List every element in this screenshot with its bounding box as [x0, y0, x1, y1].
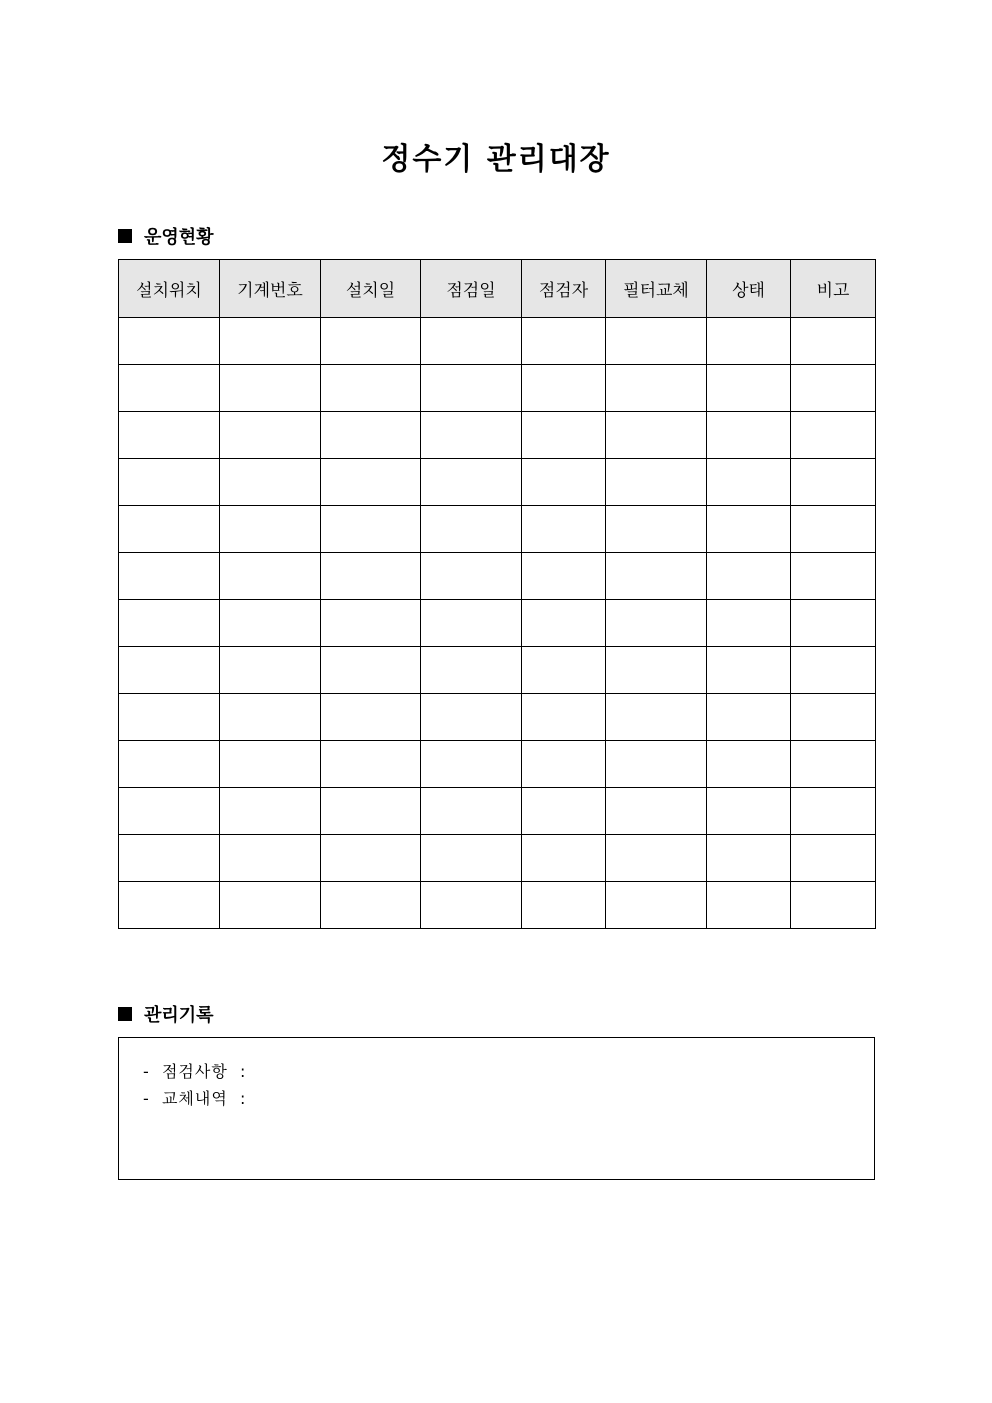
- table-cell[interactable]: [606, 600, 707, 647]
- table-cell[interactable]: [522, 506, 606, 553]
- table-cell[interactable]: [606, 365, 707, 412]
- table-cell[interactable]: [606, 835, 707, 882]
- table-cell[interactable]: [321, 318, 421, 365]
- table-cell[interactable]: [119, 882, 220, 929]
- table-cell[interactable]: [119, 553, 220, 600]
- table-cell[interactable]: [321, 365, 421, 412]
- table-cell[interactable]: [707, 788, 791, 835]
- table-cell[interactable]: [707, 459, 791, 506]
- table-cell[interactable]: [791, 647, 876, 694]
- table-cell[interactable]: [791, 600, 876, 647]
- table-cell[interactable]: [606, 741, 707, 788]
- column-header-remarks: 비고: [791, 260, 876, 318]
- table-cell[interactable]: [522, 788, 606, 835]
- table-cell[interactable]: [220, 835, 321, 882]
- table-cell[interactable]: [220, 365, 321, 412]
- table-row: [119, 741, 876, 788]
- table-cell[interactable]: [606, 694, 707, 741]
- replacement-details-line: - 교체내역 :: [143, 1089, 247, 1108]
- table-cell[interactable]: [522, 741, 606, 788]
- table-cell[interactable]: [321, 741, 421, 788]
- table-cell[interactable]: [421, 600, 522, 647]
- table-cell[interactable]: [522, 647, 606, 694]
- table-row: [119, 459, 876, 506]
- section-heading-operation: [118, 223, 214, 249]
- table-row: [119, 882, 876, 929]
- table-cell[interactable]: [522, 553, 606, 600]
- table-cell[interactable]: [791, 365, 876, 412]
- table-cell[interactable]: [522, 459, 606, 506]
- table-cell[interactable]: [522, 365, 606, 412]
- table-cell[interactable]: [522, 412, 606, 459]
- document-title: 정수기 관리대장: [381, 142, 611, 177]
- section-heading-records: [118, 1001, 214, 1027]
- table-row: [119, 600, 876, 647]
- table-cell[interactable]: [119, 318, 220, 365]
- table-cell[interactable]: [707, 412, 791, 459]
- table-cell[interactable]: [522, 835, 606, 882]
- table-cell[interactable]: [421, 459, 522, 506]
- table-cell[interactable]: [606, 882, 707, 929]
- section-heading-operation-label: 운영현황: [144, 227, 214, 248]
- table-cell[interactable]: [707, 741, 791, 788]
- table-cell[interactable]: [421, 553, 522, 600]
- table-cell[interactable]: [707, 835, 791, 882]
- column-header-location: 설치위치: [119, 260, 220, 318]
- table-row: [119, 365, 876, 412]
- table-cell[interactable]: [321, 412, 421, 459]
- table-cell[interactable]: [220, 506, 321, 553]
- table-cell[interactable]: [220, 318, 321, 365]
- table-cell[interactable]: [119, 694, 220, 741]
- table-cell[interactable]: [791, 882, 876, 929]
- table-cell[interactable]: [522, 600, 606, 647]
- table-cell[interactable]: [119, 365, 220, 412]
- table-header-row: [119, 260, 876, 318]
- table-cell[interactable]: [220, 694, 321, 741]
- table-row: [119, 647, 876, 694]
- table-cell[interactable]: [321, 647, 421, 694]
- table-cell[interactable]: [220, 600, 321, 647]
- table-cell[interactable]: [220, 459, 321, 506]
- table-cell[interactable]: [421, 318, 522, 365]
- table-cell[interactable]: [606, 412, 707, 459]
- table-cell[interactable]: [119, 600, 220, 647]
- table-cell[interactable]: [119, 788, 220, 835]
- table-cell[interactable]: [791, 459, 876, 506]
- management-record-box[interactable]: [118, 1037, 875, 1180]
- table-cell[interactable]: [321, 788, 421, 835]
- table-row: [119, 318, 876, 365]
- table-cell[interactable]: [421, 506, 522, 553]
- table-cell[interactable]: [220, 553, 321, 600]
- table-cell[interactable]: [707, 600, 791, 647]
- table-cell[interactable]: [119, 459, 220, 506]
- table-cell[interactable]: [220, 741, 321, 788]
- column-header-inspector: 점검자: [522, 260, 606, 318]
- table-cell[interactable]: [321, 882, 421, 929]
- square-bullet-icon: [118, 1007, 132, 1021]
- table-cell[interactable]: [421, 647, 522, 694]
- table-row: [119, 412, 876, 459]
- table-cell[interactable]: [707, 553, 791, 600]
- table-cell[interactable]: [220, 882, 321, 929]
- table-cell[interactable]: [321, 835, 421, 882]
- operation-table: [118, 259, 876, 929]
- table-cell[interactable]: [606, 459, 707, 506]
- table-row: [119, 553, 876, 600]
- table-cell[interactable]: [421, 835, 522, 882]
- table-cell[interactable]: [791, 506, 876, 553]
- table-cell[interactable]: [522, 318, 606, 365]
- inspection-items-line: - 점검사항 :: [143, 1062, 247, 1081]
- table-cell[interactable]: [606, 318, 707, 365]
- table-cell[interactable]: [707, 882, 791, 929]
- table-cell[interactable]: [522, 694, 606, 741]
- table-cell[interactable]: [119, 412, 220, 459]
- table-cell[interactable]: [220, 647, 321, 694]
- section-heading-records-label: 관리기록: [144, 1005, 214, 1026]
- table-cell[interactable]: [119, 741, 220, 788]
- table-cell[interactable]: [421, 741, 522, 788]
- table-row: [119, 788, 876, 835]
- table-cell[interactable]: [707, 647, 791, 694]
- table-row: [119, 694, 876, 741]
- table-cell[interactable]: [791, 741, 876, 788]
- table-cell[interactable]: [119, 647, 220, 694]
- column-header-install-date: 설치일: [321, 260, 421, 318]
- table-cell[interactable]: [707, 694, 791, 741]
- table-cell[interactable]: [321, 553, 421, 600]
- table-cell[interactable]: [522, 882, 606, 929]
- table-cell[interactable]: [119, 835, 220, 882]
- table-cell[interactable]: [421, 694, 522, 741]
- table-cell[interactable]: [321, 600, 421, 647]
- table-row: [119, 835, 876, 882]
- column-header-filter-replacement: 필터교체: [606, 260, 707, 318]
- table-cell[interactable]: [421, 365, 522, 412]
- table-cell[interactable]: [707, 318, 791, 365]
- table-cell[interactable]: [119, 506, 220, 553]
- table-cell[interactable]: [220, 412, 321, 459]
- column-header-status: 상태: [707, 260, 791, 318]
- table-cell[interactable]: [791, 694, 876, 741]
- table-cell[interactable]: [707, 365, 791, 412]
- table-cell[interactable]: [421, 788, 522, 835]
- table-cell[interactable]: [421, 882, 522, 929]
- table-cell[interactable]: [321, 459, 421, 506]
- table-cell[interactable]: [791, 412, 876, 459]
- table-cell[interactable]: [321, 694, 421, 741]
- table-cell[interactable]: [791, 835, 876, 882]
- table-cell[interactable]: [791, 553, 876, 600]
- table-cell[interactable]: [606, 788, 707, 835]
- table-cell[interactable]: [421, 412, 522, 459]
- table-cell[interactable]: [606, 506, 707, 553]
- table-cell[interactable]: [220, 788, 321, 835]
- square-bullet-icon: [118, 229, 132, 243]
- table-cell[interactable]: [606, 647, 707, 694]
- table-cell[interactable]: [321, 506, 421, 553]
- table-cell[interactable]: [791, 788, 876, 835]
- table-cell[interactable]: [707, 506, 791, 553]
- table-cell[interactable]: [791, 318, 876, 365]
- column-header-inspection-date: 점검일: [421, 260, 522, 318]
- column-header-machine-number: 기계번호: [220, 260, 321, 318]
- table-cell[interactable]: [606, 553, 707, 600]
- table-row: [119, 506, 876, 553]
